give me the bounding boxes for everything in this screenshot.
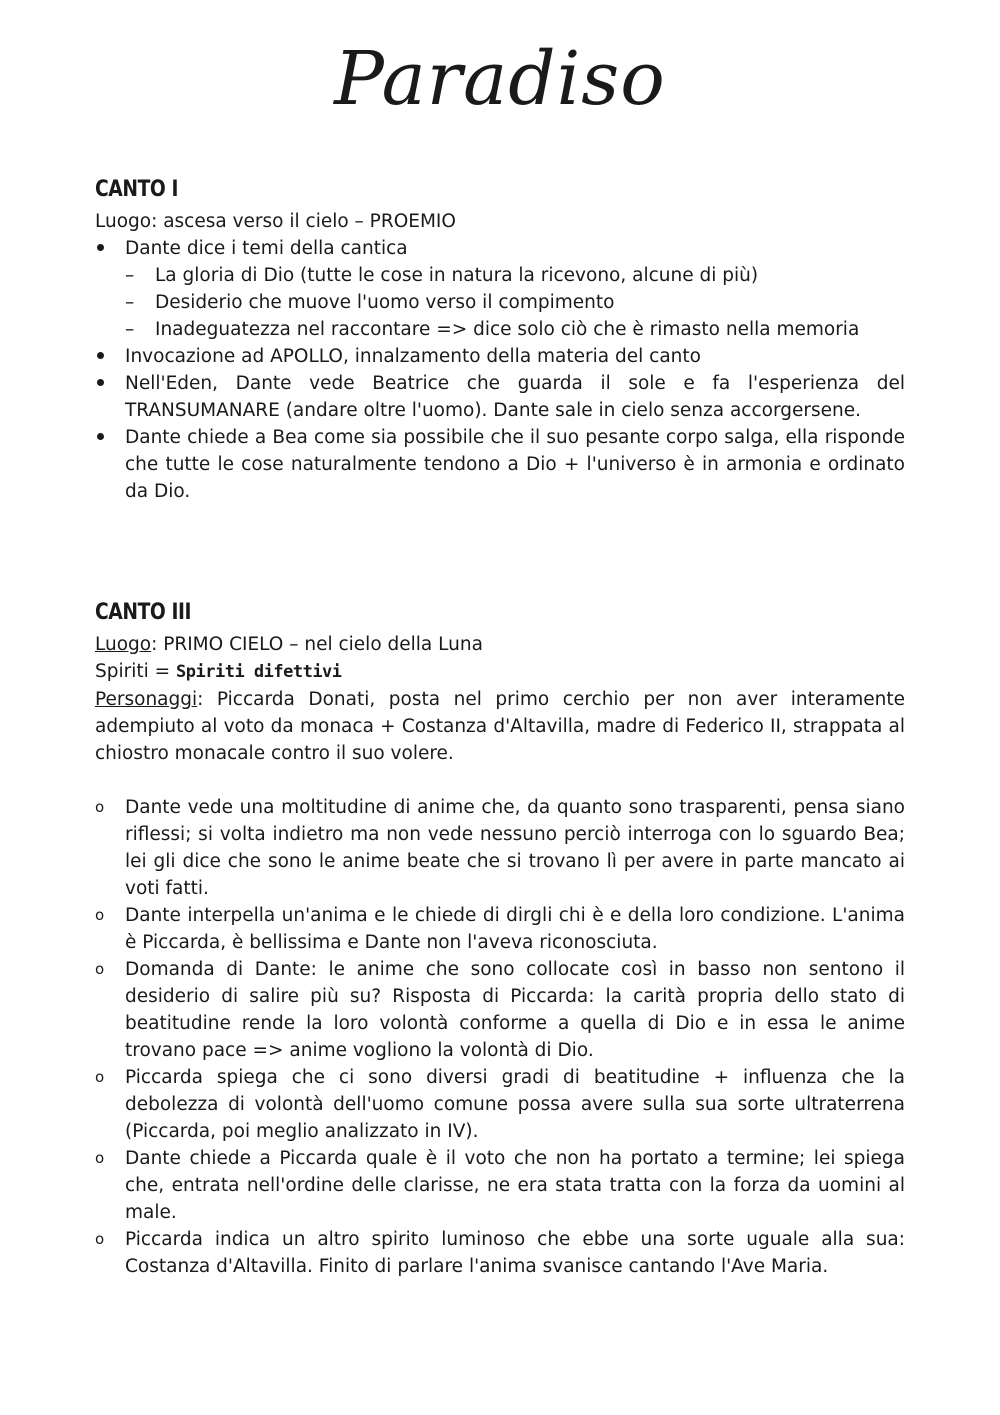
canto-1-heading: CANTO I — [95, 177, 178, 202]
luogo-text: : PRIMO CIELO – nel cielo della Luna — [151, 634, 483, 655]
list-item-text: Nell'Eden, Dante vede Beatrice che guarda il sole e fa l'esperienza del TRANSUMANARE (andare oltre l'uomo). Dante sale in cielo senza accorgersene. — [125, 373, 905, 421]
canto-3-point-list — [95, 794, 905, 1280]
page-title: Paradiso — [334, 36, 666, 122]
list-item — [95, 902, 905, 956]
bullet-icon — [97, 424, 117, 451]
canto-3-luogo — [95, 631, 905, 658]
list-item-text: Piccarda spiega che ci sono diversi gradi di beatitudine + influenza che la debolezza di volontà dell'uomo comune possa avere sulla sua sorte ultraterrena (Piccarda, poi meglio analizzato in IV). — [125, 1067, 905, 1142]
personaggi-label: Personaggi — [95, 689, 198, 710]
sub-list-item-text: Desiderio che muove l'uomo verso il compimento — [155, 292, 615, 313]
list-item — [95, 424, 905, 505]
list-item-text: Invocazione ad APOLLO, innalzamento della materia del canto — [125, 346, 701, 367]
dash-icon: – — [125, 292, 135, 313]
list-item-text: Dante dice i temi della cantica — [125, 238, 408, 259]
sub-list-item-text: Inadeguatezza nel raccontare => dice solo ciò che è rimasto nella memoria — [155, 319, 860, 340]
spiriti-label: Spiriti = — [95, 661, 177, 682]
sub-list-item — [95, 289, 905, 316]
list-item — [95, 956, 905, 1064]
list-item — [95, 343, 905, 370]
canto-3-section — [95, 595, 905, 1280]
personaggi-text: : Piccarda Donati, posta nel primo cerchio per non aver interamente adempiuto al voto da monaca + Costanza d'Altavilla, madre di Federico II, strappata al chiostro monacale contro il suo volere. — [95, 689, 905, 764]
canto-3-heading: CANTO III — [95, 600, 192, 625]
list-item — [95, 1145, 905, 1226]
sub-list-item — [95, 262, 905, 289]
dash-icon: – — [125, 319, 135, 340]
bullet-icon — [97, 370, 117, 397]
circle-bullet-icon: o — [95, 906, 105, 924]
list-item — [95, 235, 905, 262]
bullet-icon — [97, 343, 117, 370]
list-item-text: Domanda di Dante: le anime che sono collocate così in basso non sentono il desiderio di salire più su? Risposta di Piccarda: la carità propria dello stato di beatitudine rende la loro volontà conforme a quella di Dio e in essa le anime trovano pace => anime vogliono la volontà di Dio. — [125, 959, 905, 1061]
circle-bullet-icon: o — [95, 798, 105, 816]
circle-bullet-icon: o — [95, 1230, 105, 1248]
canto-3-spiriti — [95, 658, 905, 686]
list-item-text: Dante interpella un'anima e le chiede di dirgli chi è e della loro condizione. L'anima è Piccarda, è bellissima e Dante non l'aveva riconosciuta. — [125, 905, 905, 953]
sub-list-item — [95, 316, 905, 343]
canto-1-luogo: Luogo: ascesa verso il cielo – PROEMIO — [95, 211, 456, 232]
canto-3-personaggi — [95, 686, 905, 767]
canto-1-section — [95, 172, 905, 505]
list-item-text: Dante chiede a Piccarda quale è il voto che non ha portato a termine; lei spiega che, entrata nell'ordine delle clarisse, ne era stata tratta con la forza da uomini al male. — [125, 1148, 905, 1223]
list-item — [95, 794, 905, 902]
list-item — [95, 1064, 905, 1145]
list-item — [95, 370, 905, 424]
luogo-label: Luogo — [95, 634, 152, 655]
bullet-icon — [97, 235, 117, 262]
sub-list-item-text: La gloria di Dio (tutte le cose in natura la ricevono, alcune di più) — [155, 265, 759, 286]
circle-bullet-icon: o — [95, 960, 105, 978]
circle-bullet-icon: o — [95, 1149, 105, 1167]
dash-icon: – — [125, 265, 135, 286]
canto-1-bullet-list — [95, 235, 905, 505]
list-item — [95, 1226, 905, 1280]
circle-bullet-icon: o — [95, 1068, 105, 1086]
list-item-text: Dante vede una moltitudine di anime che, da quanto sono trasparenti, pensa siano riflessi; si volta indietro ma non vede nessuno perciò interroga con lo sguardo Bea; lei gli dice che sono le anime beate che si trovano lì per avere in parte mancato ai voti fatti. — [125, 797, 905, 899]
list-item-text: Dante chiede a Bea come sia possibile che il suo pesante corpo salga, ella risponde che tutte le cose naturalmente tendono a Dio + l'universo è in armonia e ordinato da Dio. — [125, 427, 905, 502]
spiriti-value: Spiriti difettivi — [176, 662, 342, 682]
list-item-text: Piccarda indica un altro spirito luminoso che ebbe una sorte uguale alla sua: Costanza d'Altavilla. Finito di parlare l'anima svanisce cantando l'Ave Maria. — [125, 1229, 905, 1277]
